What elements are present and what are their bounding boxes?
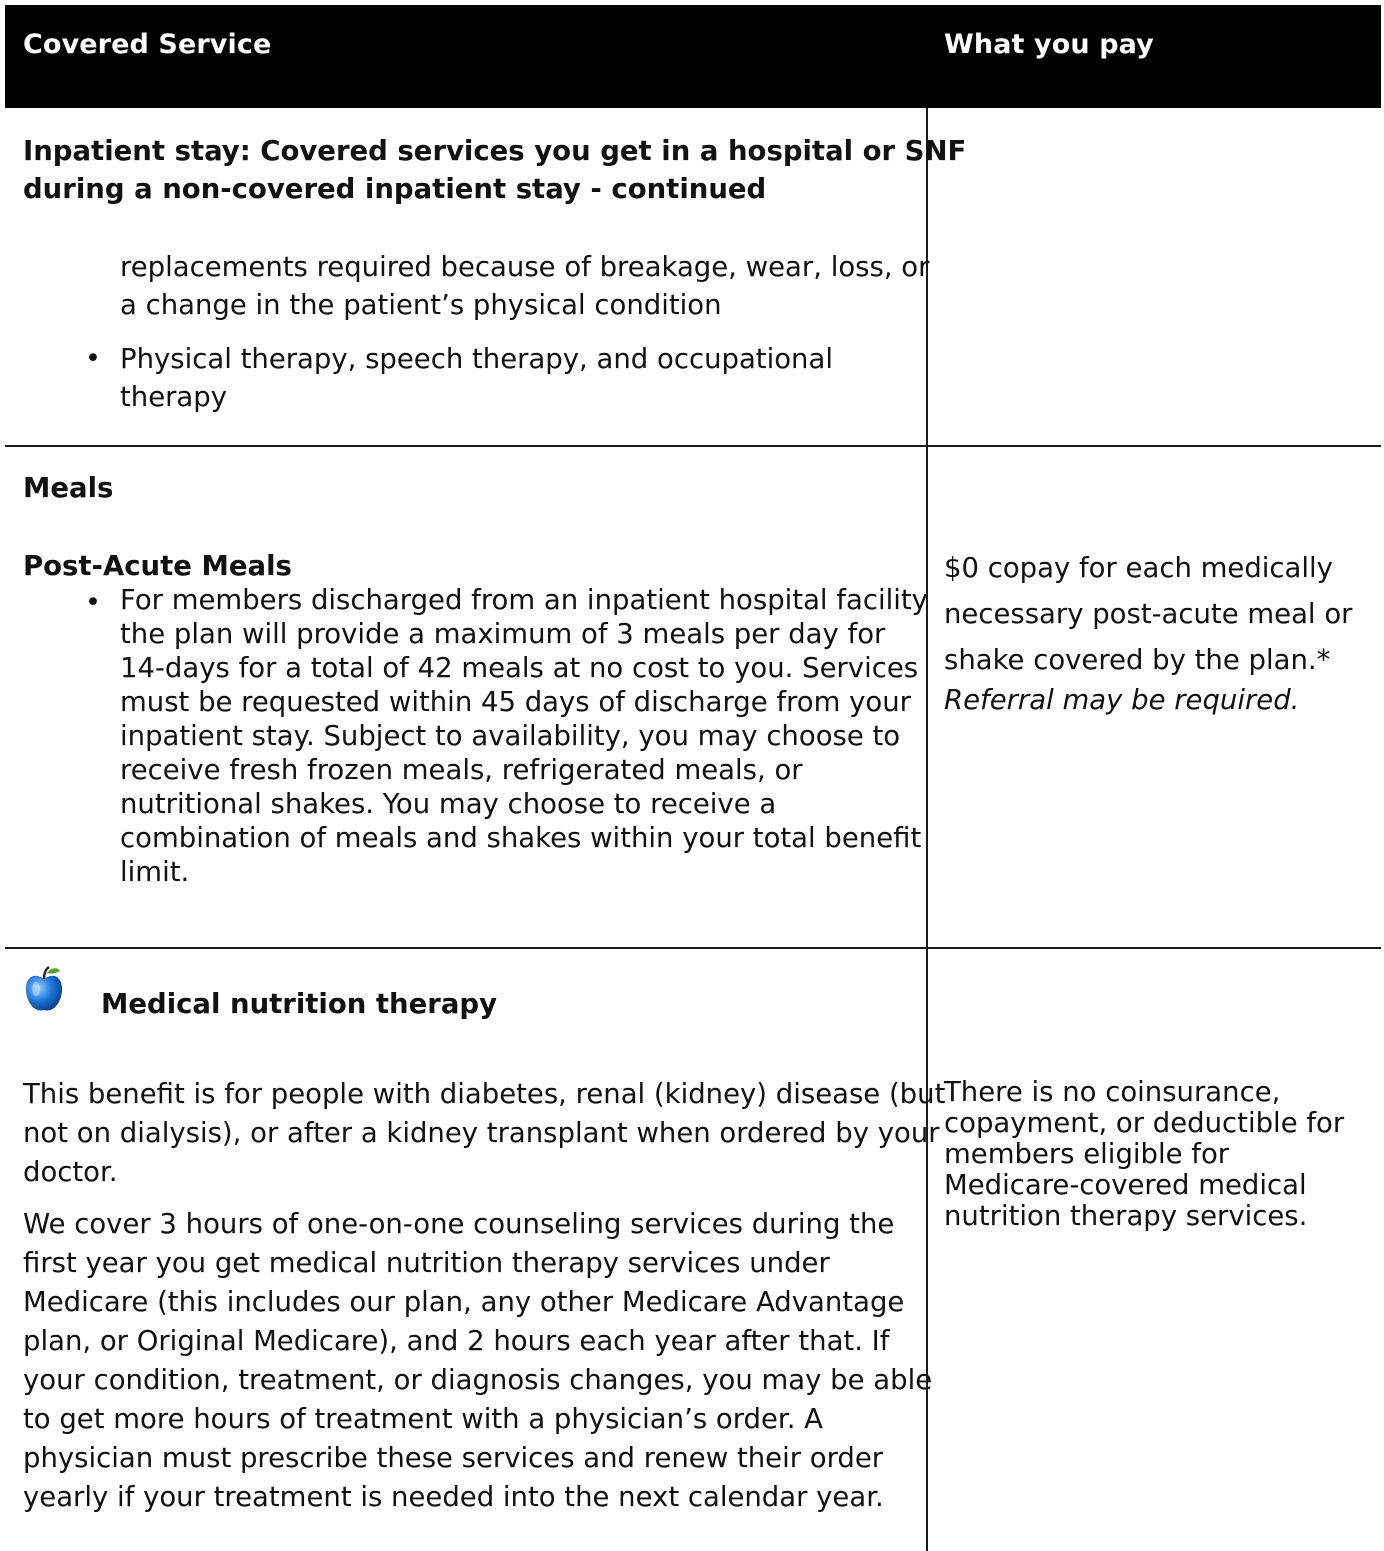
paragraph-line: plan, or Original Medicare), and 2 hours each year after that. If [23,1325,890,1357]
apple-icon [23,965,65,1015]
paragraph-line: doctor. [23,1156,118,1188]
pay-line: shake covered by the plan.* [944,644,1331,676]
paragraph-line: yearly if your treatment is needed into the next calendar year. [23,1481,884,1513]
continued-text: replacements required because of breakage, wear, loss, or [120,251,930,283]
list-item-line: 14-days for a total of 42 meals at no cost to you. Services [120,652,919,684]
row-title: during a non-covered inpatient stay - continued [23,173,767,205]
row-title: Inpatient stay: Covered services you get in a hospital or SNF [23,135,967,167]
row-subtitle: Post-Acute Meals [23,550,292,582]
benefits-table [5,5,1381,1551]
paragraph-line: to get more hours of treatment with a physician’s order. A [23,1403,823,1435]
list-item-line: must be requested within 45 days of discharge from your [120,686,911,718]
continued-text: a change in the patient’s physical condition [120,289,722,321]
referral-note: Referral may be required. [944,684,1300,716]
paragraph-line: not on dialysis), or after a kidney transplant when ordered by your [23,1117,940,1149]
paragraph-line: your condition, treatment, or diagnosis changes, you may be able [23,1364,933,1396]
column-divider [926,108,928,1551]
pay-line: members eligible for [944,1138,1230,1170]
paragraph-line: Medicare (this includes our plan, any other Medicare Advantage [23,1286,905,1318]
row-title: Medical nutrition therapy [101,988,497,1020]
list-item: therapy [120,381,228,413]
list-item-line: nutritional shakes. You may choose to receive a [120,788,777,820]
bullet: • [85,343,101,374]
list-item: Physical therapy, speech therapy, and occupational [120,343,833,375]
row-divider [5,947,1381,949]
pay-line: There is no coinsurance, [944,1076,1281,1108]
list-item-line: For members discharged from an inpatient hospital facility [120,584,928,616]
pay-line: Medicare-covered medical [944,1169,1307,1201]
paragraph-line: We cover 3 hours of one-on-one counseling services during the [23,1208,895,1240]
header-what-you-pay: What you pay [944,29,1154,60]
list-item-line: receive fresh frozen meals, refrigerated meals, or [120,754,803,786]
row-title: Meals [23,472,114,504]
paragraph-line: first year you get medical nutrition therapy services under [23,1247,830,1279]
pay-line: nutrition therapy services. [944,1200,1308,1232]
table-header-row [5,5,1381,108]
header-covered-service: Covered Service [23,29,272,60]
list-item-line: the plan will provide a maximum of 3 meals per day for [120,618,886,650]
bullet: • [85,587,101,618]
list-item-line: inpatient stay. Subject to availability, you may choose to [120,720,901,752]
pay-line: copayment, or deductible for [944,1107,1345,1139]
pay-line: necessary post-acute meal or [944,598,1353,630]
pay-line: $0 copay for each medically [944,552,1333,584]
list-item-line: combination of meals and shakes within your total benefit [120,822,922,854]
list-item-line: limit. [120,856,190,888]
row-divider [5,445,1381,447]
paragraph-line: This benefit is for people with diabetes, renal (kidney) disease (but [23,1078,946,1110]
paragraph-line: physician must prescribe these services and renew their order [23,1442,884,1474]
